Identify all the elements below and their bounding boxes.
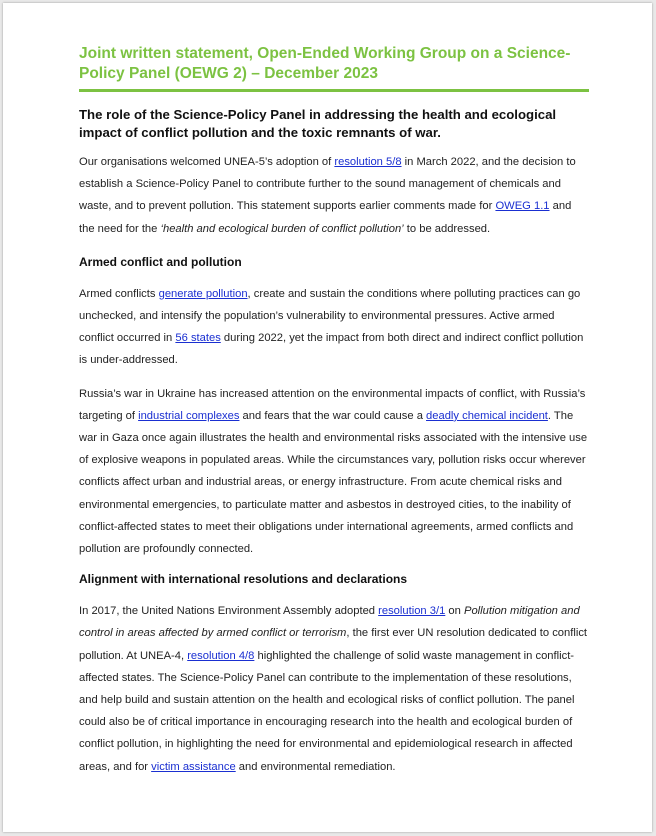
emphasis-text: Pollution mitigation and control in areas affected by armed conflict or terrorism	[79, 605, 580, 640]
document-page	[3, 3, 652, 832]
text-run: and the need for the	[79, 200, 572, 235]
armed-conflict-paragraph	[79, 283, 589, 372]
text-run: Our organisations welcomed UNEA-5’s adoption of	[79, 156, 335, 168]
text-run: on	[445, 605, 464, 618]
text-run: . The war in Gaza once again illustrates the health and environmental risks associated with the intensive use of explosive weapons in populated areas. While the circumstances vary, pollution risks occur wherever conflicts affect urban and industrial areas, or energy infrastructure. From acute chemical risks and environmental emergencies, to particulate matter and asbestos in destroyed cities, to the inability of conflict-affected states to meet their obligations under international agreements, armed conflicts and pollution are profoundly connected.	[79, 409, 588, 556]
link-deadly-chemical-incident[interactable]: deadly chemical incident	[426, 409, 548, 422]
document-content	[79, 44, 589, 778]
text-run: , create and sustain the conditions where polluting practices can go unchecked, and intensify the population’s vulnerability to environmental pressures. Active armed conflict occurred in	[79, 287, 581, 345]
text-run: In 2017, the United Nations Environment Assembly adopted	[79, 605, 379, 618]
text-run: Armed conflicts	[79, 287, 159, 300]
text-run: in March 2022, and the decision to establish a Science-Policy Panel to contribute further to the sound management of chemicals and waste, and to prevent pollution. This statement supports earlier comments made for	[79, 156, 576, 213]
alignment-paragraph	[79, 600, 589, 778]
link-victim-assistance[interactable]: victim assistance	[151, 760, 236, 773]
link-resolution-5-8[interactable]: resolution 5/8	[334, 156, 402, 168]
text-run: during 2022, yet the impact from both direct and indirect conflict pollution is under-addressed.	[79, 332, 584, 367]
link-generate-pollution[interactable]: generate pollution	[158, 287, 248, 300]
heading-alignment: Alignment with international resolutions and declarations	[79, 572, 408, 587]
link-industrial-complexes[interactable]: industrial complexes	[138, 409, 240, 422]
intro-paragraph	[79, 151, 589, 240]
heading-armed-conflict: Armed conflict and pollution	[79, 254, 242, 269]
statement-subtitle: The role of the Science-Policy Panel in addressing the health and ecological impact of conflict pollution and the toxic remnants of war.	[79, 107, 557, 140]
text-run: and fears that the war could cause a	[239, 409, 427, 422]
text-run: to be addressed.	[403, 222, 491, 235]
text-run: and environmental remediation.	[235, 760, 396, 773]
title-underline-rule	[79, 89, 589, 92]
link-resolution-4-8[interactable]: resolution 4/8	[187, 649, 255, 662]
link-resolution-3-1[interactable]: resolution 3/1	[378, 605, 446, 618]
text-run: highlighted the challenge of solid waste management in conflict-affected states. The Science-Policy Panel can contribute to the implementation of these resolutions, and help build and sustain attention on the health and ecological risks of conflict pollution. The panel could also be of critical importance in encouraging research into the health and ecological burden of conflict pollution, in highlighting the need for environmental and epidemiological research in affected areas, and for	[79, 649, 575, 773]
text-run: , the first ever UN resolution dedicated to conflict pollution. At UNEA-4,	[79, 627, 588, 662]
link-56-states[interactable]: 56 states	[175, 332, 221, 345]
ukraine-gaza-paragraph	[79, 383, 589, 561]
emphasis-text: ‘health and ecological burden of conflict pollution’	[160, 222, 404, 235]
document-title: Joint written statement, Open-Ended Working Group on a Science-Policy Panel (OEWG 2) – December 2023	[79, 45, 571, 82]
text-run: Russia’s war in Ukraine has increased attention on the environmental impacts of conflict, with Russia’s targeting of	[79, 387, 586, 422]
link-oweg-1-1[interactable]: OWEG 1.1	[495, 200, 550, 213]
